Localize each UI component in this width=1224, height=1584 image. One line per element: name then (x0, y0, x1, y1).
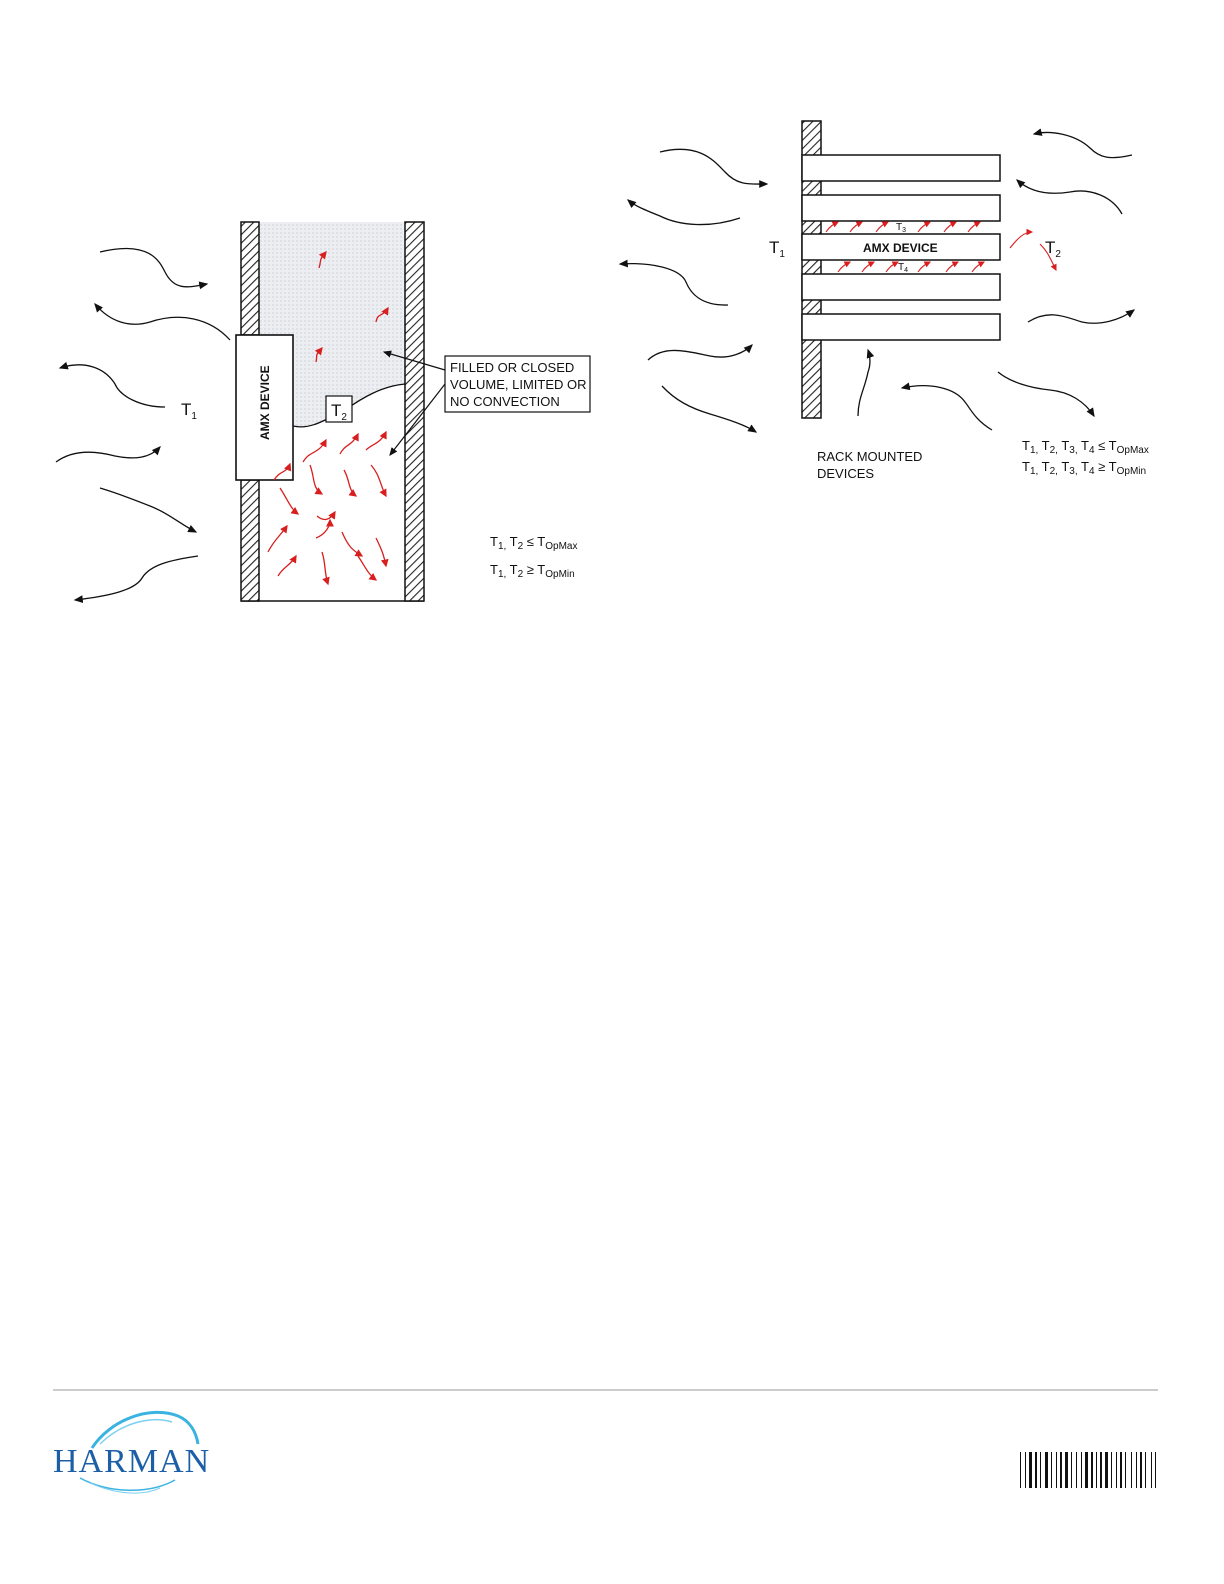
barcode-icon (1020, 1452, 1156, 1488)
rack-device-2 (802, 195, 1000, 221)
barcode-bar (1081, 1452, 1082, 1488)
left-wall-upper (241, 222, 259, 335)
barcode-bar (1131, 1452, 1132, 1488)
harman-logo (53, 1412, 210, 1493)
t1-label: $T_1$ (181, 400, 197, 422)
barcode-bar (1100, 1452, 1102, 1488)
barcode-bar (1076, 1452, 1077, 1488)
rack-formula-max: $T_{1,}$ $T_{2,}$ $T_{3,}$ $T_4 \le T_{OpMax}$ (1022, 438, 1149, 456)
barcode-bar (1025, 1452, 1026, 1488)
barcode-bar (1060, 1452, 1062, 1488)
rack-t1-label: $T_1$ (769, 238, 785, 260)
barcode-bar (1116, 1452, 1117, 1488)
rack-device-4 (802, 274, 1000, 300)
rack-device-5 (802, 314, 1000, 340)
barcode-bar (1136, 1452, 1137, 1488)
rack-formula-min: $T_{1,}$ $T_{2,}$ $T_{3,}$ $T_4 \ge T_{OpMin}$ (1022, 459, 1147, 477)
callout-line-3: NO CONVECTION (450, 394, 560, 409)
formula-min: $T_{1,}$ $T_2 \ge T_{OpMin}$ (490, 562, 575, 580)
barcode-bar (1085, 1452, 1088, 1488)
barcode-bar (1056, 1452, 1057, 1488)
rack-mounted-line-1: RACK MOUNTED (817, 449, 923, 464)
barcode-bar (1029, 1452, 1032, 1488)
barcode-bar (1120, 1452, 1122, 1488)
rack-mounted-line-2: DEVICES (817, 466, 875, 481)
rack-t2-label: $T_2$ (1045, 238, 1061, 260)
barcode-bar (1091, 1452, 1093, 1488)
barcode-bar (1051, 1452, 1052, 1488)
right-wall (405, 222, 424, 601)
formula-max: $T_{1,}$ $T_2 \le T_{OpMax}$ (490, 534, 578, 552)
barcode-bar (1151, 1452, 1152, 1488)
barcode-bar (1045, 1452, 1048, 1488)
barcode-bar (1020, 1452, 1021, 1488)
barcode-bar (1065, 1452, 1068, 1488)
amx-device-label: AMX DEVICE (258, 365, 272, 440)
barcode-bar (1040, 1452, 1041, 1488)
barcode-bar (1140, 1452, 1142, 1488)
t3-label: $T_3$ (896, 222, 907, 234)
barcode-bar (1155, 1452, 1156, 1488)
brand-name: HARMAN (53, 1443, 211, 1480)
callout-line-2: VOLUME, LIMITED OR (450, 377, 587, 392)
barcode-bar (1145, 1452, 1146, 1488)
barcode-bar (1071, 1452, 1072, 1488)
barcode-bar (1105, 1452, 1108, 1488)
left-wall-lower (241, 480, 259, 601)
left-diagram (56, 222, 590, 601)
t4-label: $T_4$ (898, 262, 909, 274)
callout-line-1: FILLED OR CLOSED (450, 360, 575, 375)
t2-label: $T_2$ (331, 401, 347, 423)
right-diagram (620, 121, 1149, 481)
barcode-bar (1035, 1452, 1037, 1488)
ambient-air-arrows (56, 249, 230, 600)
rack-amx-device-label: AMX DEVICE (863, 241, 938, 255)
rack-device-1 (802, 155, 1000, 181)
barcode-bar (1125, 1452, 1126, 1488)
barcode-bar (1096, 1452, 1097, 1488)
barcode-bar (1111, 1452, 1112, 1488)
